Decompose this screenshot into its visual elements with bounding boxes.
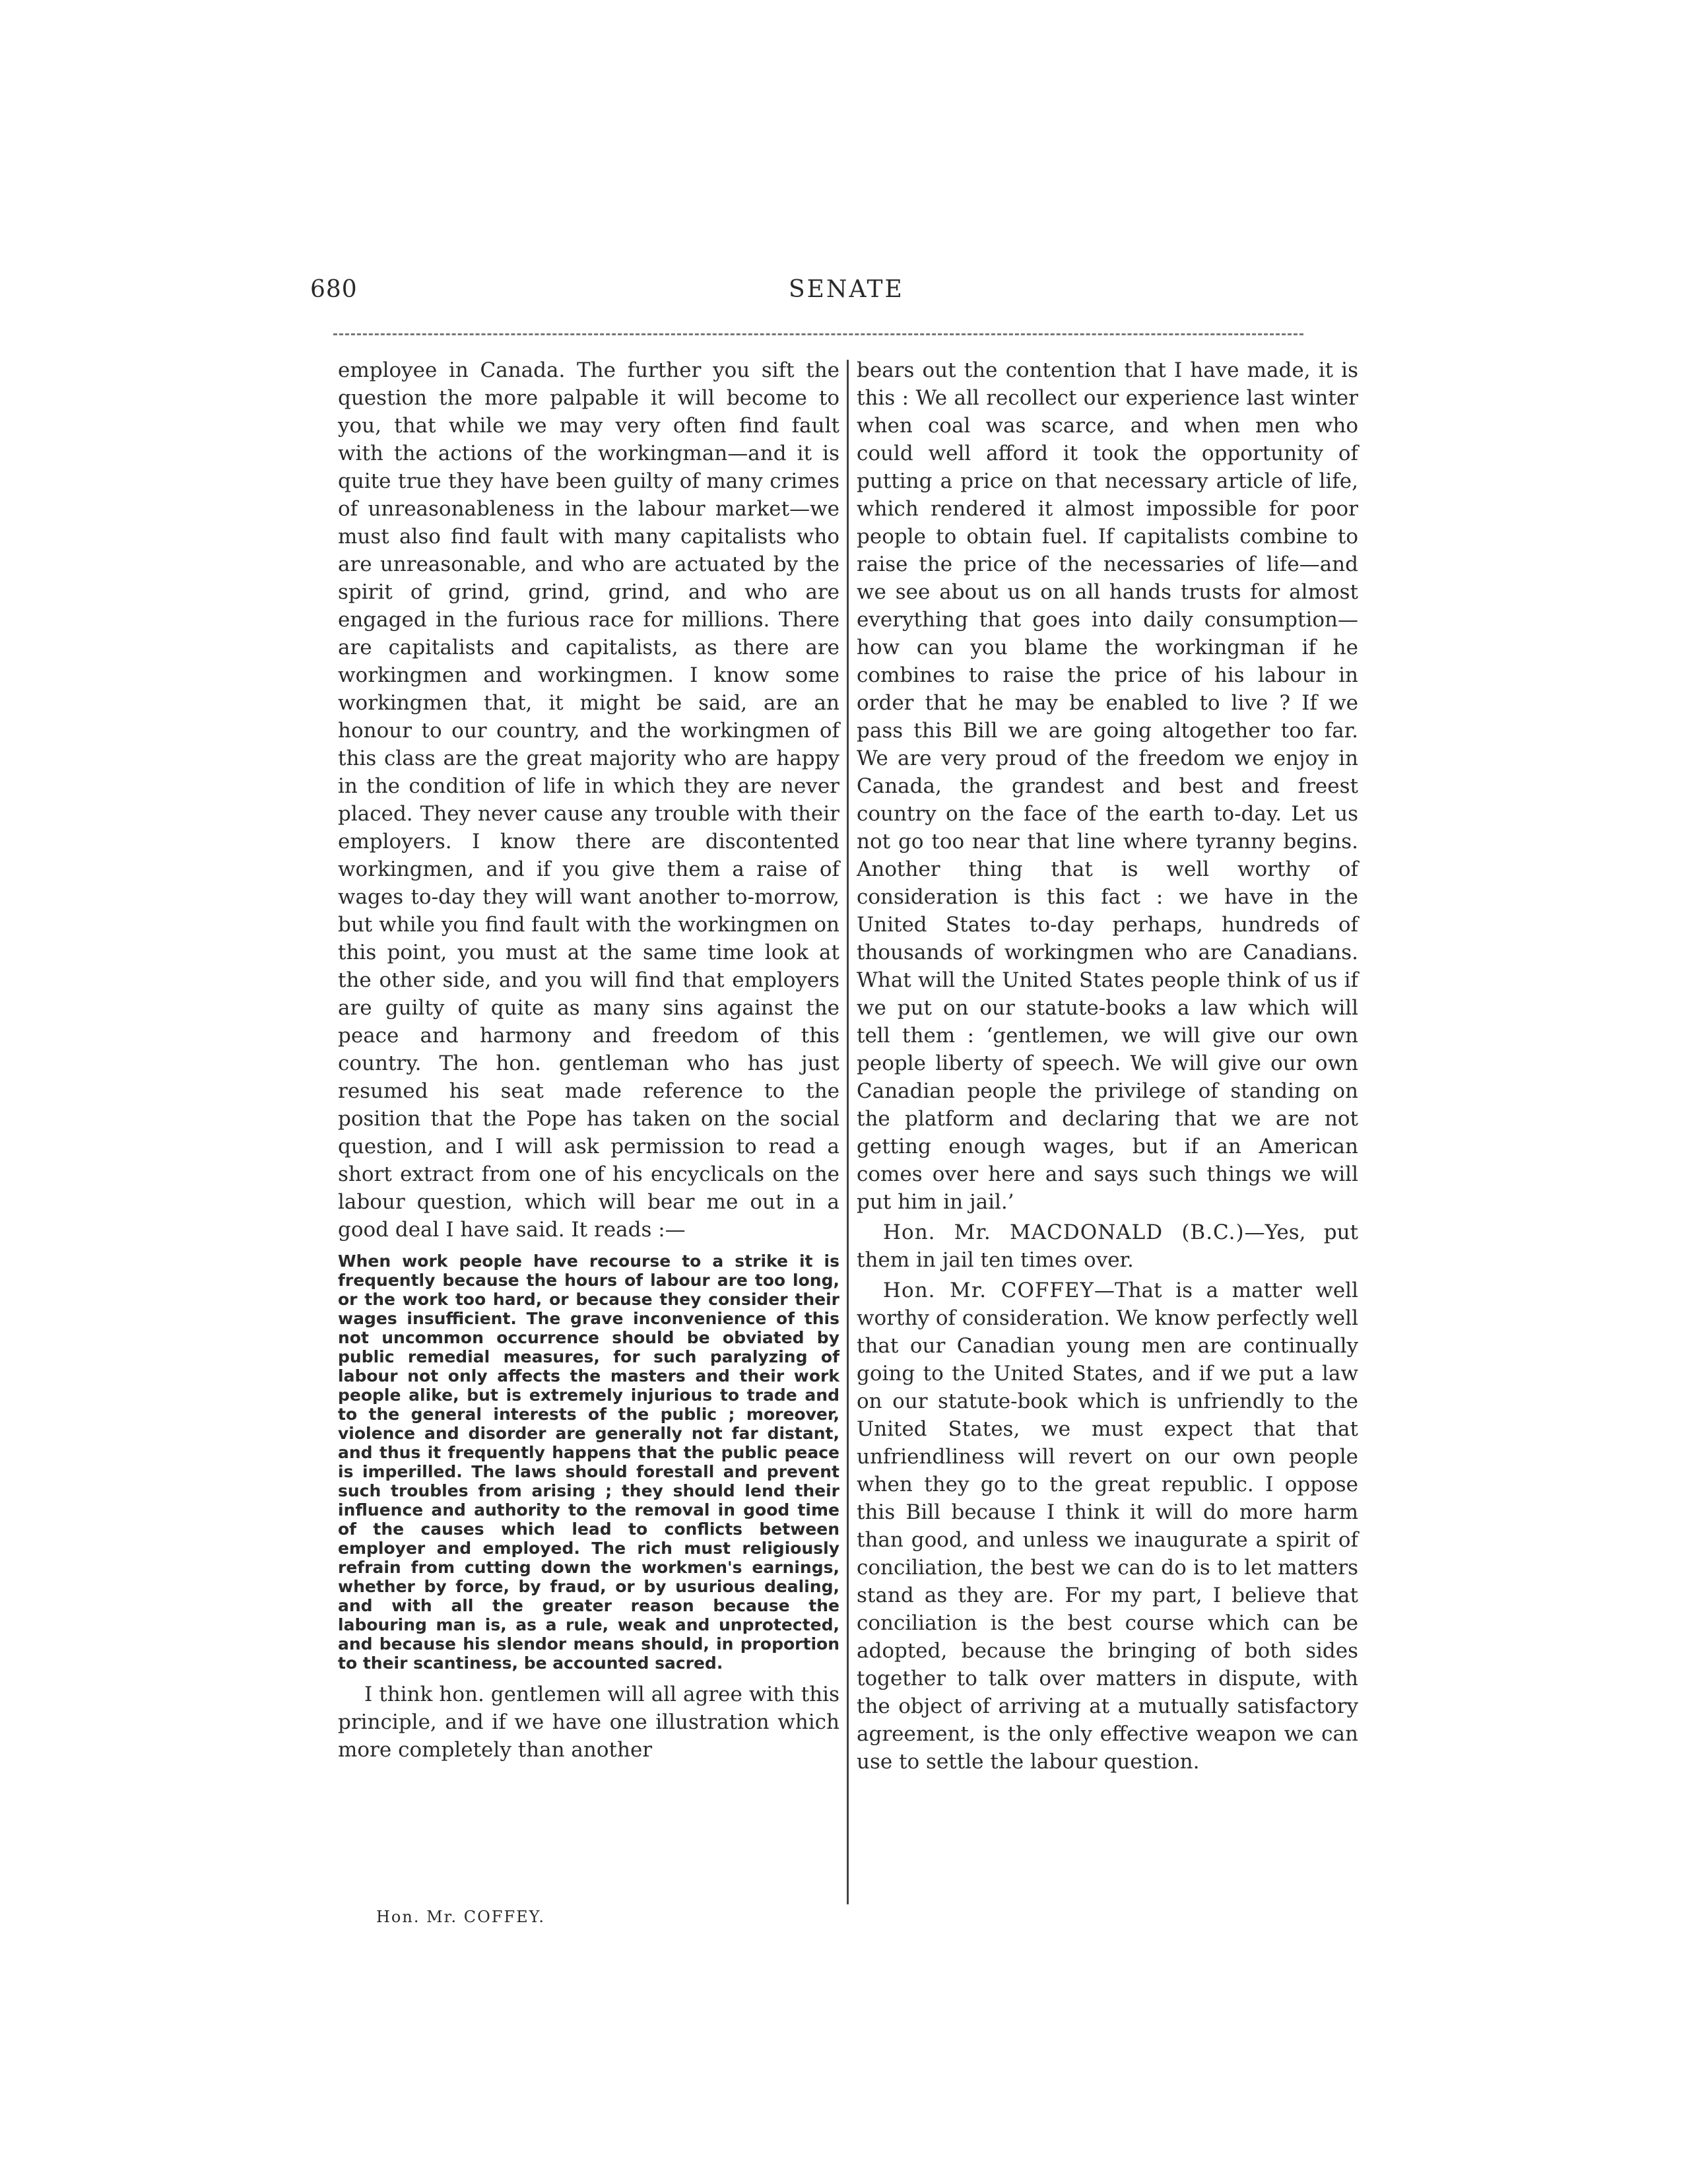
column-divider	[847, 360, 849, 1904]
encyclical-quote: When work people have recourse to a strike it is frequently because the hours of labour are too long, or the work too hard, or because they consider their wages insufficient. The grave inconvenience of this not uncommon occurrence should be obviated by public remedial measures, for such paralyzing of labour not only affects the masters and their work people alike, but is extremely injurious to trade and to the general interests of the public ; moreover, violence and disorder are generally not far distant, and thus it frequently happens that the public peace is imperilled. The laws should forestall and prevent such troubles from arising ; they should lend their influence and authority to the removal in good time of the causes which lead to conflicts between employer and employed. The rich must religiously refrain from cutting down the workmen's earnings, whether by force, by fraud, or by usurious dealing, and with all the greater reason because the labouring man is, as a rule, weak and unprotected, and because his slendor means should, in proportion to their scantiness, be accounted sacred.	[338, 1252, 839, 1673]
right-column	[857, 356, 1358, 1776]
running-head: SENATE	[789, 276, 904, 303]
speaker-coffey: Hon. Mr. COFFEY	[883, 1279, 1094, 1302]
coffey-text: —That is a matter well worthy of consideration. We know perfectly well that our Canadian young men are continually going to the United States, and if we put a law on our statute-book which is unfriendly to the United States, we must expect that that unfriendliness will revert on our own people when they go to the great republic. I oppose this Bill because I think it will do more harm than good, and unless we inaugurate a spirit of conciliation, the best we can do is to let matters stand as they are. For my part, I believe that conciliation is the best course which can be adopted, because the bringing of both sides together to talk over matters in dispute, with the object of arriving at a mutually satisfactory agreement, is the only effective weapon we can use to settle the labour question.	[857, 1279, 1358, 1774]
header-rule	[333, 333, 1303, 335]
left-column	[338, 356, 839, 1764]
speaker-macdonald: Hon. Mr. MACDONALD (B.C.)	[883, 1220, 1245, 1244]
macdonald-speech	[857, 1219, 1358, 1274]
coffey-speech	[857, 1277, 1358, 1776]
left-paragraph-1: employee in Canada. The further you sift the question the more palpable it will become to you, that while we may very often find fault with the actions of the workingman—and it is quite true they have been guilty of many crimes of unreasonableness in the labour market—we must also find fault with many capitalists who are unreasonable, and who are actuated by the spirit of grind, grind, grind, and who are engaged in the furious race for millions. There are capitalists and capitalists, as there are workingmen and workingmen. I know some workingmen that, it might be said, are an honour to our country, and the workingmen of this class are the great majority who are happy in the condition of life in which they are never placed. They never cause any trouble with their employers. I know there are discontented workingmen, and if you give them a raise of wages to-day they will want another to-morrow, but while you find fault with the workingmen on this point, you must at the same time look at the other side, and you will find that employers are guilty of quite as many sins against the peace and harmony and freedom of this country. The hon. gentleman who has just resumed his seat made reference to the position that the Pope has taken on the social question, and I will ask permission to read a short extract from one of his encyclicals on the labour question, which will bear me out in a good deal I have said. It reads :—	[338, 358, 839, 1242]
page-number: 680	[310, 276, 358, 303]
footer-speaker-name: Hon. Mr. COFFEY.	[376, 1908, 546, 1926]
right-paragraph-1: bears out the contention that I have made, it is this : We all recollect our experience last winter when coal was scarce, and when men who could well afford it took the opportunity of putting a price on that necessary article of life, which rendered it almost impossible for poor people to obtain fuel. If capitalists combine to raise the price of the necessaries of life—and we see about us on all hands trusts for almost everything that goes into daily consumption—how can you blame the workingman if he combines to raise the price of his labour in order that he may be enabled to live ? If we pass this Bill we are going altogether too far. We are very proud of the freedom we enjoy in Canada, the grandest and best and freest country on the face of the earth to-day. Let us not go too near that line where tyranny begins. Another thing that is well worthy of consideration is this fact : we have in the United States to-day perhaps, hundreds of thousands of workingmen who are Canadians. What will the United States people think of us if we put on our statute-books a law which will tell them : ‘gentlemen, we will give our own people liberty of speech. We will give our own Canadian people the privilege of standing on the platform and declaring that we are not getting enough wages, but if an American comes over here and says such things we will put him in jail.’	[857, 358, 1358, 1214]
left-paragraph-2: I think hon. gentlemen will all agree with this principle, and if we have one illustration which more completely than another	[338, 1683, 839, 1762]
macdonald-text: —Yes, put them in jail ten times over.	[857, 1220, 1358, 1272]
